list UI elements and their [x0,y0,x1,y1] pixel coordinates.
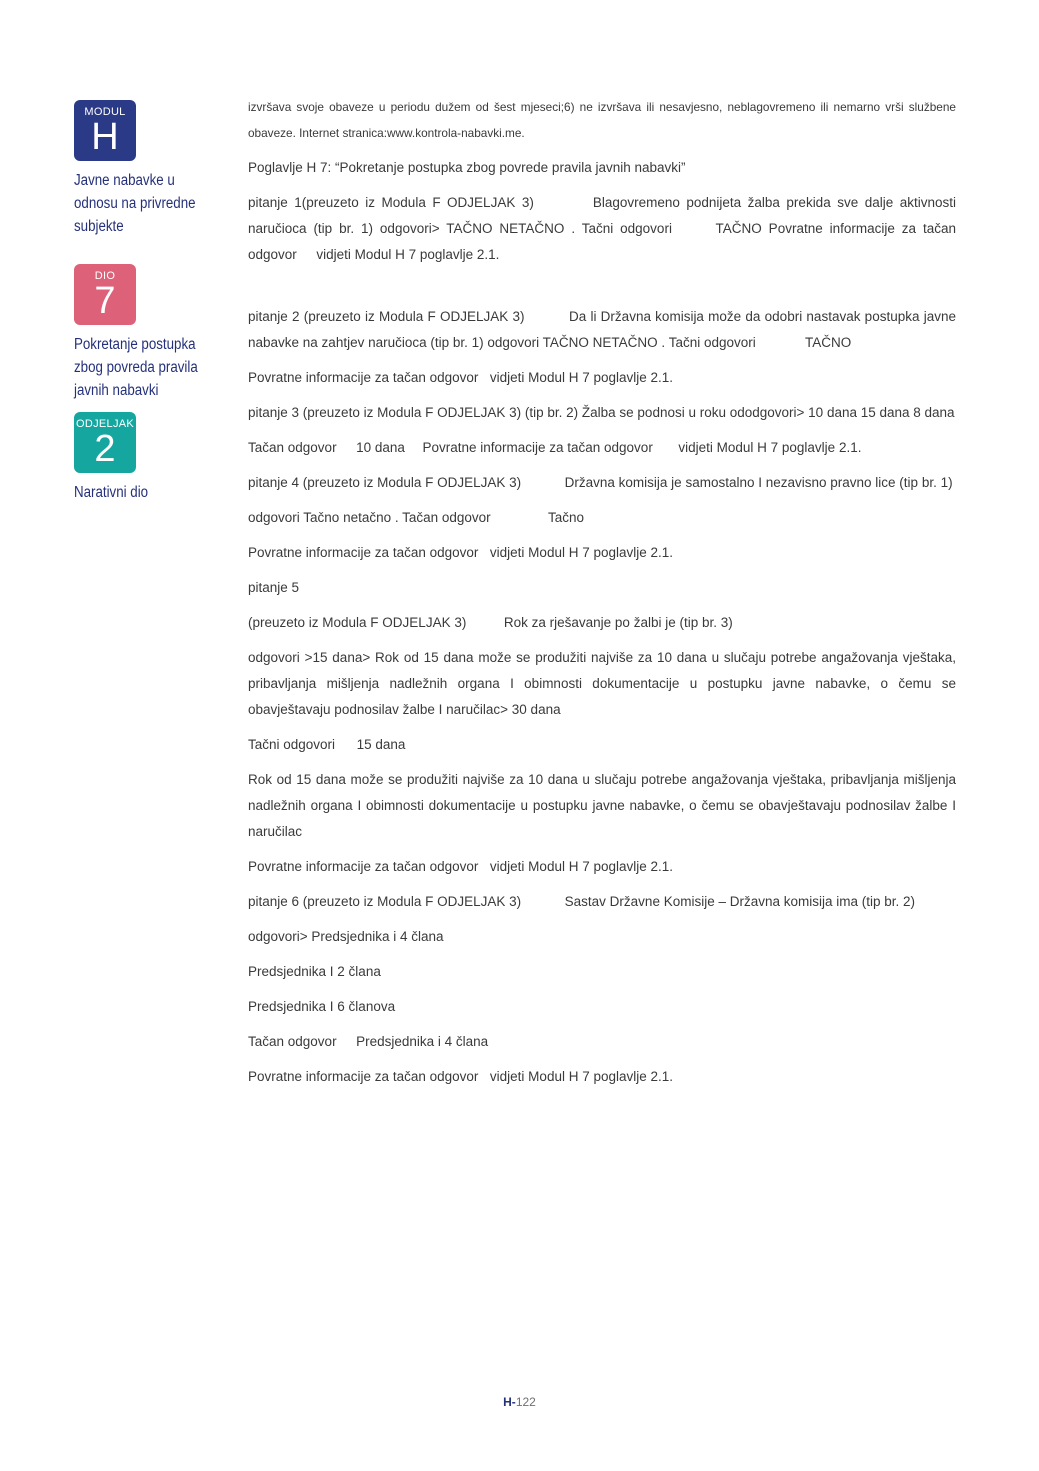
q6-answer: Tačan odgovor Predsjednika i 4 člana [248,1034,489,1049]
modul-label: MODUL [84,106,126,118]
q4-answer: odgovori Tačno netačno . Tačan odgovor Tačno [248,510,584,525]
q6-option-3: Predsjednika I 6 članova [248,999,396,1014]
page-value: 122 [515,1395,536,1409]
q1-answer: TAČNO Povratne informacije za tačan odgovor [248,221,956,262]
q1-text: Blagovremeno podnijeta žalba prekida sve dalje aktivnosti naručioca (tip br. 1) odgovori> TAČNO NETAČNO . Tačni odgovori [248,195,956,236]
q1-feedback: vidjeti Modul H 7 poglavlje 2.1. [316,247,500,262]
intro-paragraph: izvršava svoje obaveze u periodu dužem od šest mjeseci;6) ne izvršava ili nesavjesno, neblagovremeno ili nemarno vrši službene obaveze. Internet stranica:www.kontrola-nabavki.me. [248,100,956,140]
q5-explanation: Rok od 15 dana može se produžiti najviše za 10 dana u slučaju potrebe angažovanja vještaka, pribavljanja mišljenja nadležnih organa I obimnosti dokumentacije u postupku javne nabavke, o čemu se obavještavaju podnosilav žalbe I naručilac [248,772,956,839]
q2-source: pitanje 2 (preuzeto iz Modula F ODJELJAK 3) [248,309,525,324]
odjeljak-title: Narativni dio [74,484,149,501]
modul-value: H [91,116,119,158]
question-4: pitanje 4 (preuzeto iz Modula F ODJELJAK 3) Državna komisija je samostalno I nezavisno pravno lice (tip br. 1) [248,475,953,490]
chapter-heading: Poglavlje H 7: “Pokretanje postupka zbog povrede pravila javnih nabavki” [248,160,686,175]
dio-title: Pokretanje postupka zbog povreda pravila javnih nabavki [74,336,198,399]
q5-source: (preuzeto iz Modula F ODJELJAK 3) Rok za rješavanje po žalbi je (tip br. 3) [248,615,733,630]
q3-answer: Tačan odgovor 10 dana Povratne informacije za tačan odgovor vidjeti Modul H 7 poglavlje 2.1. [248,440,862,455]
q6-option-2: Predsjednika I 2 člana [248,964,381,979]
question-2 [248,304,956,356]
odjeljak-badge [74,412,136,473]
modul-badge [74,100,136,161]
q6-option-1: odgovori> Predsjednika i 4 člana [248,929,444,944]
odjeljak-value: 2 [94,428,116,470]
question-6: pitanje 6 (preuzeto iz Modula F ODJELJAK 3) Sastav Državne Komisije – Državna komisija ima (tip br. 2) [248,894,916,909]
dio-value: 7 [94,280,116,322]
q2-answer: TAČNO [805,335,852,350]
page-prefix: H- [503,1395,516,1409]
q5-feedback: Povratne informacije za tačan odgovor vidjeti Modul H 7 poglavlje 2.1. [248,859,674,874]
odjeljak-label: ODJELJAK [75,418,135,430]
q5-answer: Tačni odgovori 15 dana [248,737,406,752]
q6-feedback: Povratne informacije za tačan odgovor vidjeti Modul H 7 poglavlje 2.1. [248,1069,674,1084]
q5-options: odgovori >15 dana> Rok od 15 dana može se produžiti najviše za 10 dana u slučaju potrebe angažovanja vještaka, pribavljanja mišljenja nadležnih organa I obimnosti dokumentacije u postupku javne nabavke, o čemu se obavještavaju podnosilav žalbe I naručilac> 30 dana [248,650,956,717]
main-content [248,94,956,1099]
modul-title: Javne nabavke u odnosu na privredne subjekte [74,172,196,235]
q2-text: Da li Državna komisija može da odobri nastavak postupka javne nabavke na zahtjev naručioca (tip br. 1) odgovori TAČNO NETAČNO . Tačni odgovori [248,309,956,350]
dio-badge [74,264,136,325]
q4-feedback: Povratne informacije za tačan odgovor vidjeti Modul H 7 poglavlje 2.1. [248,545,674,560]
dio-label: DIO [94,270,116,282]
q1-source: pitanje 1(preuzeto iz Modula F ODJELJAK 3) [248,195,534,210]
page-number [0,1395,1039,1409]
question-1 [248,190,956,268]
q2-feedback: Povratne informacije za tačan odgovor vidjeti Modul H 7 poglavlje 2.1. [248,370,674,385]
sidebar [74,100,234,504]
question-5: pitanje 5 [248,580,300,595]
question-3: pitanje 3 (preuzeto iz Modula F ODJELJAK 3) (tip br. 2) Žalba se podnosi u roku ododgovori> 10 dana 15 dana 8 dana [248,405,955,420]
